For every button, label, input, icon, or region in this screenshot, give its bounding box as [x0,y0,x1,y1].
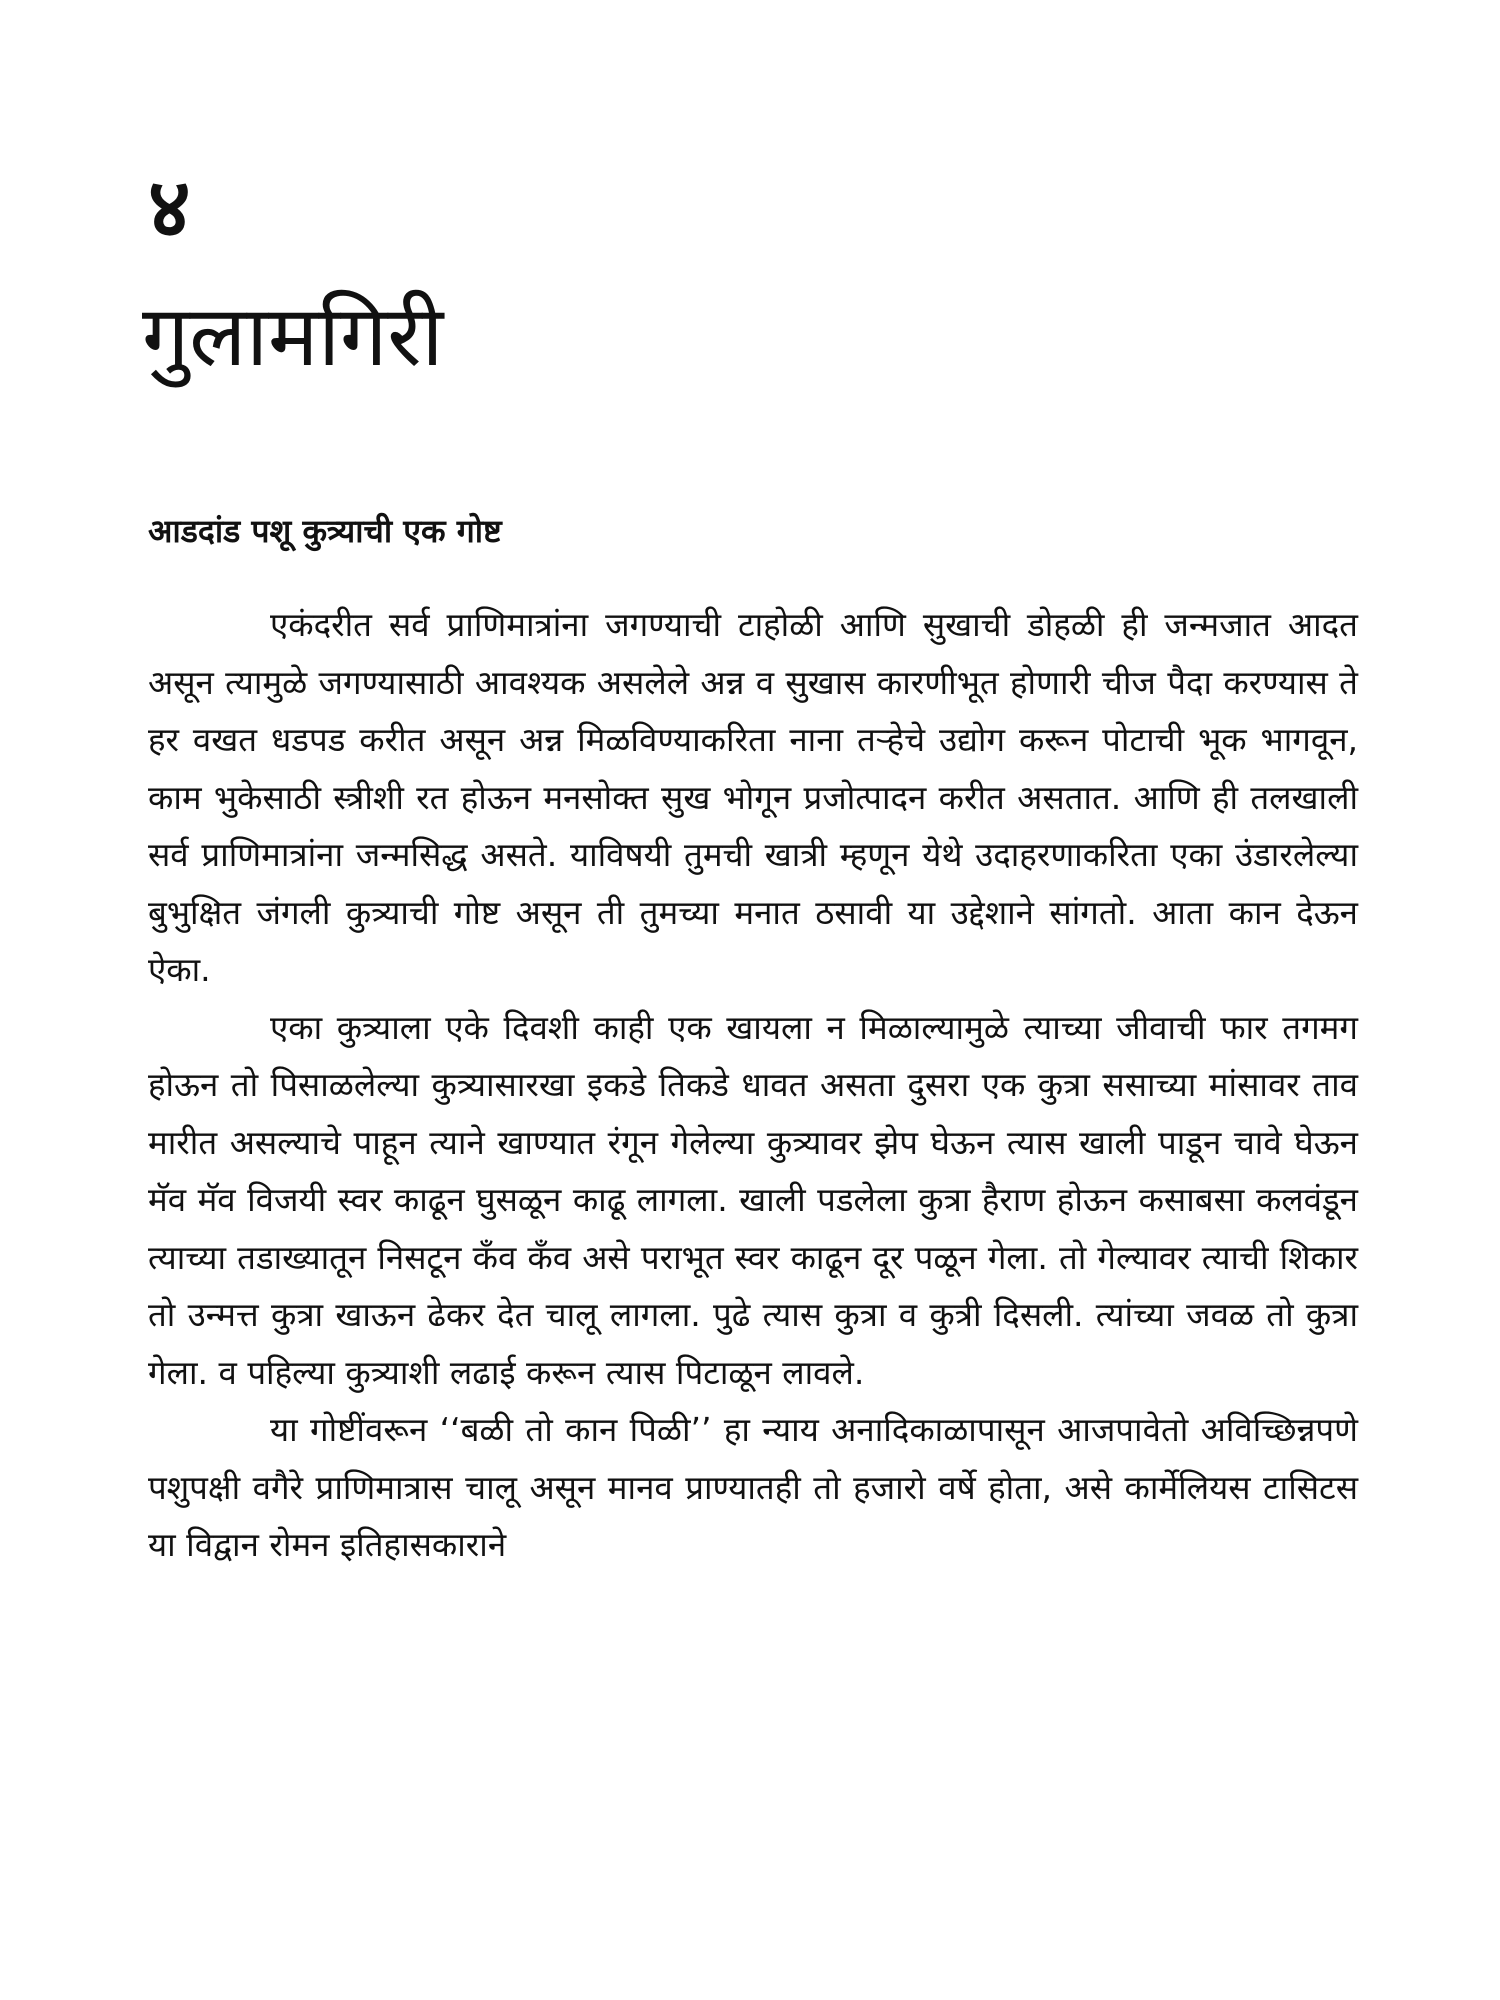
body-text [148,596,1358,1574]
paragraph-2: एका कुत्र्याला एके दिवशी काही एक खायला न मिळाल्यामुळे त्याच्या जीवाची फार तगमग होऊन तो पिसाळलेल्या कुत्र्यासारखा इकडे तिकडे धावत असता दुसरा एक कुत्रा ससाच्या मांसावर ताव मारीत असल्याचे पाहून त्याने खाण्यात रंगून गेलेल्या कुत्र्यावर झेप घेऊन त्यास खाली पाडून चावे घेऊन मॅव मॅव विजयी स्वर काढून घुसळून काढू लागला. खाली पडलेला कुत्रा हैराण होऊन कसाबसा कलवंडून त्याच्या तडाख्यातून निसटून कॅंव कॅंव असे पराभूत स्वर काढून दूर पळून गेला. तो गेल्यावर त्याची शिकार तो उन्मत्त कुत्रा खाऊन ढेकर देत चालू लागला. पुढे त्यास कुत्रा व कुत्री दिसली. त्यांच्या जवळ तो कुत्रा गेला. व पहिल्या कुत्र्याशी लढाई करून त्यास पिटाळून लावले. [148,1007,1358,1392]
chapter-number: ४ [148,161,191,256]
section-heading: आडदांड पशू कुत्र्याची एक गोष्ट [148,512,502,550]
paragraph-1: एकंदरीत सर्व प्राणिमात्रांना जगण्याची टाहोळी आणि सुखाची डोहळी ही जन्मजात आदत असून त्यामुळे जगण्यासाठी आवश्यक असलेले अन्न व सुखास कारणीभूत होणारी चीज पैदा करण्यास ते हर वखत धडपड करीत असून अन्न मिळविण्याकरिता नाना तऱ्हेचे उद्योग करून पोटाची भूक भागवून, काम भुकेसाठी स्त्रीशी रत होऊन मनसोक्त सुख भोगून प्रजोत्पादन करीत असतात. आणि ही तलखाली सर्व प्राणिमात्रांना जन्मसिद्ध असते. याविषयी तुमची खात्री म्हणून येथे उदाहरणाकरिता एका उंडारलेल्या बुभुक्षित जंगली कुत्र्याची गोष्ट असून ती तुमच्या मनात ठसावी या उद्देशाने सांगतो. आता कान देऊन ऐका. [148,605,1358,989]
chapter-title: गुलामगिरी [142,287,444,385]
paragraph-3: या गोष्टींवरून ‘‘बळी तो कान पिळी’’ हा न्याय अनादिकाळापासून आजपावेतो अविच्छिन्नपणे पशुपक्षी वगैरे प्राणिमात्रास चालू असून मानव प्राण्यातही तो हजारो वर्षे होता, असे कार्मेलियस टासिटस या विद्वान रोमन इतिहासकाराने [148,1410,1358,1564]
